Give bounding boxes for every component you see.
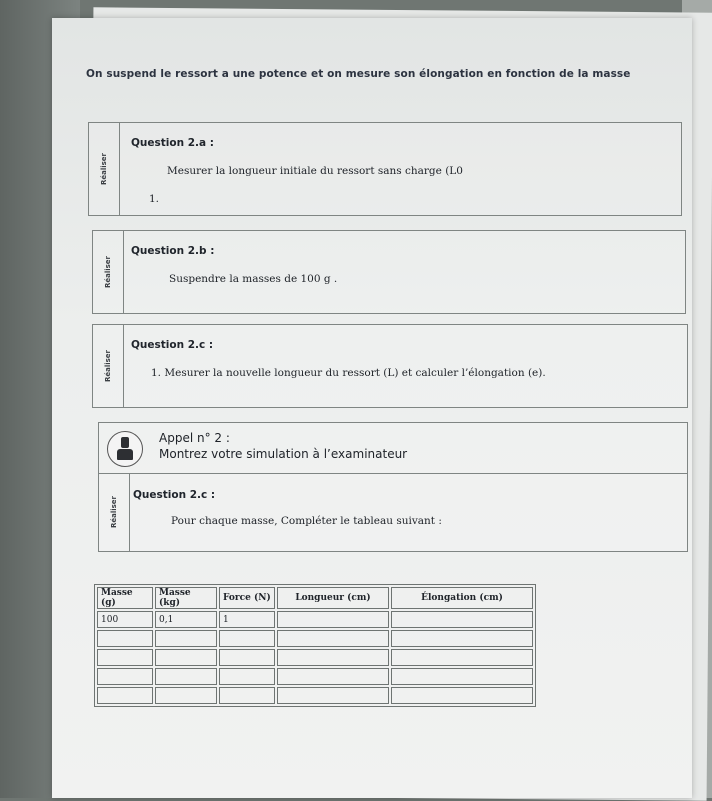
question-subitem: 1. xyxy=(149,193,160,205)
person-raising-hand-icon xyxy=(107,431,143,467)
header-cell: Masse (kg) xyxy=(155,587,217,609)
appel-title: Appel n° 2 : xyxy=(159,431,230,445)
side-label: Réaliser xyxy=(110,495,118,529)
question-title: Question 2.a : xyxy=(131,137,214,149)
table-cell[interactable] xyxy=(391,611,533,628)
table-cell[interactable] xyxy=(277,630,389,647)
table-cell[interactable] xyxy=(219,687,275,704)
question-title: Question 2.c : xyxy=(131,339,214,351)
table-cell[interactable]: 100 xyxy=(97,611,153,628)
question-2c-box xyxy=(92,324,688,408)
side-column xyxy=(93,325,124,407)
table-cell[interactable] xyxy=(277,649,389,666)
question-title: Question 2.c : xyxy=(133,489,216,501)
table-cell[interactable] xyxy=(155,649,217,666)
table-cell[interactable] xyxy=(97,630,153,647)
results-table xyxy=(94,584,536,707)
side-column xyxy=(93,231,124,313)
side-label: Réaliser xyxy=(104,255,112,289)
table-cell[interactable] xyxy=(219,668,275,685)
table-cell[interactable] xyxy=(155,668,217,685)
question-text: Mesurer la longueur initiale du ressort sans charge (L0 xyxy=(167,165,463,177)
table-cell[interactable] xyxy=(97,687,153,704)
table-cell[interactable]: 0,1 xyxy=(155,611,217,628)
question-text: Suspendre la masses de 100 g . xyxy=(169,273,338,285)
table-cell[interactable] xyxy=(97,668,153,685)
header-cell: Masse (g) xyxy=(97,587,153,609)
question-2b-box xyxy=(92,230,686,314)
side-label: Réaliser xyxy=(104,349,112,383)
table-cell[interactable] xyxy=(277,668,389,685)
table-cell[interactable] xyxy=(155,687,217,704)
table-cell[interactable] xyxy=(97,649,153,666)
question-text: Pour chaque masse, Compléter le tableau suivant : xyxy=(171,515,442,527)
table-cell[interactable] xyxy=(391,630,533,647)
table-row xyxy=(97,668,533,685)
side-label: Réaliser xyxy=(100,152,108,186)
table-cell[interactable] xyxy=(391,687,533,704)
table-row xyxy=(97,649,533,666)
table-cell[interactable] xyxy=(155,630,217,647)
question-2a-box xyxy=(88,122,682,216)
table-cell[interactable] xyxy=(277,687,389,704)
table-cell[interactable] xyxy=(391,668,533,685)
appel-text: Montrez votre simulation à l’examinateur xyxy=(159,447,408,461)
appel-box xyxy=(98,422,688,552)
question-text: 1. Mesurer la nouvelle longueur du ressort (L) et calculer l’élongation (e). xyxy=(151,367,546,379)
table-cell[interactable] xyxy=(219,630,275,647)
paper-sheet xyxy=(52,18,692,798)
table-cell[interactable] xyxy=(277,611,389,628)
table-cell[interactable] xyxy=(391,649,533,666)
header-cell: Force (N) xyxy=(219,587,275,609)
table-cell[interactable]: 1 xyxy=(219,611,275,628)
question-title: Question 2.b : xyxy=(131,245,215,257)
table-row xyxy=(97,630,533,647)
side-column xyxy=(89,123,120,215)
header-cell: Longueur (cm) xyxy=(277,587,389,609)
table-row xyxy=(97,611,533,628)
intro-text: On suspend le ressort a une potence et on mesure son élongation en fonction de la masse xyxy=(86,68,631,80)
side-column xyxy=(99,473,130,551)
table-row xyxy=(97,687,533,704)
appel-header xyxy=(99,423,687,474)
table-cell[interactable] xyxy=(219,649,275,666)
table-header-row xyxy=(97,587,533,609)
header-cell: Élongation (cm) xyxy=(391,587,533,609)
